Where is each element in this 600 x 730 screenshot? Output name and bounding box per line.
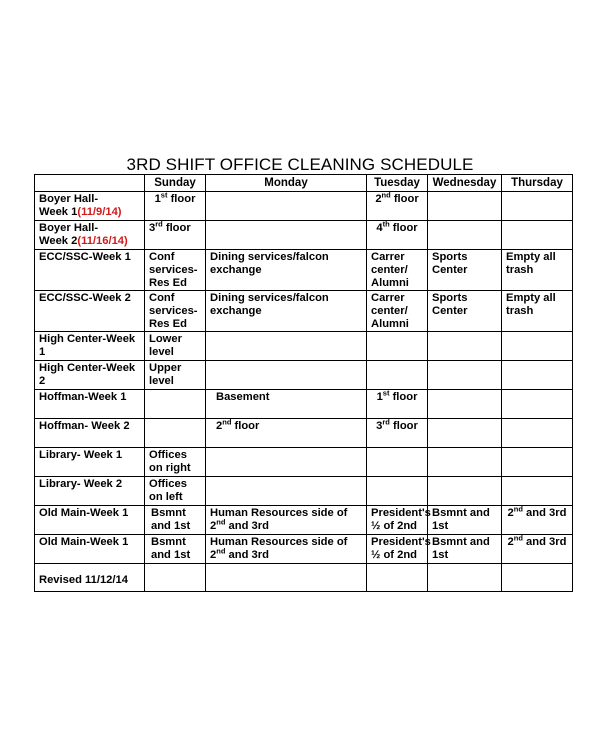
thursday-cell: 2nd and 3rd [502,506,573,535]
table-row [35,291,573,332]
header-wednesday: Wednesday [428,175,502,192]
table-row [35,419,573,448]
wednesday-cell [428,192,502,221]
tuesday-cell: President's ½ of 2nd [367,506,428,535]
schedule-table [34,174,573,592]
tuesday-cell [367,332,428,361]
location-cell: Boyer Hall- Week 1(11/9/14) [35,192,145,221]
monday-cell [206,361,367,390]
sunday-cell: Upper level [145,361,206,390]
header-tuesday: Tuesday [367,175,428,192]
wednesday-cell [428,221,502,250]
location-cell: High Center-Week 1 [35,332,145,361]
thursday-cell: Empty all trash [502,250,573,291]
location-cell: Old Main-Week 1 [35,535,145,564]
sunday-cell: Offices on right [145,448,206,477]
wednesday-cell [428,361,502,390]
tuesday-cell: 3rd floor [367,419,428,448]
tuesday-cell [367,564,428,592]
tuesday-cell: 1st floor [367,390,428,419]
header-sunday: Sunday [145,175,206,192]
tuesday-cell: 2nd floor [367,192,428,221]
monday-cell [206,477,367,506]
table-row [35,477,573,506]
location-cell: ECC/SSC-Week 1 [35,250,145,291]
monday-cell [206,221,367,250]
tuesday-cell [367,448,428,477]
sunday-cell [145,564,206,592]
location-cell: ECC/SSC-Week 2 [35,291,145,332]
sunday-cell: Offices on left [145,477,206,506]
thursday-cell [502,419,573,448]
location-cell: Library- Week 1 [35,448,145,477]
thursday-cell [502,332,573,361]
tuesday-cell [367,361,428,390]
table-row [35,361,573,390]
header-monday: Monday [206,175,367,192]
sunday-cell: Conf services-Res Ed [145,250,206,291]
thursday-cell [502,221,573,250]
thursday-cell: Empty all trash [502,291,573,332]
thursday-cell [502,564,573,592]
table-row [35,390,573,419]
header-row [35,175,573,192]
tuesday-cell: Carrer center/ Alumni [367,291,428,332]
table-row [35,250,573,291]
wednesday-cell [428,564,502,592]
monday-cell: Basement [206,390,367,419]
wednesday-cell [428,477,502,506]
tuesday-cell [367,477,428,506]
thursday-cell [502,477,573,506]
thursday-cell: 2nd and 3rd [502,535,573,564]
location-cell: Old Main-Week 1 [35,506,145,535]
table-row [35,332,573,361]
monday-cell [206,448,367,477]
table-row [35,506,573,535]
thursday-cell [502,390,573,419]
monday-cell: 2nd floor [206,419,367,448]
tuesday-cell: Carrer center/ Alumni [367,250,428,291]
monday-cell: Dining services/falcon exchange [206,250,367,291]
thursday-cell [502,192,573,221]
sunday-cell: 3rd floor [145,221,206,250]
sunday-cell [145,390,206,419]
wednesday-cell [428,419,502,448]
tuesday-cell: 4th floor [367,221,428,250]
sunday-cell [145,419,206,448]
location-cell: High Center-Week 2 [35,361,145,390]
location-cell: Library- Week 2 [35,477,145,506]
revised-note: Revised 11/12/14 [35,564,145,592]
monday-cell: Dining services/falcon exchange [206,291,367,332]
tuesday-cell: President's ½ of 2nd [367,535,428,564]
table-row [35,564,573,592]
location-cell: Boyer Hall- Week 2(11/16/14) [35,221,145,250]
sunday-cell: Bsmnt and 1st [145,506,206,535]
monday-cell: Human Resources side of 2nd and 3rd [206,506,367,535]
sunday-cell: Conf services-Res Ed [145,291,206,332]
header-thursday: Thursday [502,175,573,192]
table-row [35,221,573,250]
sunday-cell: Bsmnt and 1st [145,535,206,564]
wednesday-cell: Sports Center [428,250,502,291]
monday-cell [206,332,367,361]
thursday-cell [502,361,573,390]
monday-cell [206,192,367,221]
wednesday-cell: Bsmnt and 1st [428,535,502,564]
table-row [35,535,573,564]
wednesday-cell: Bsmnt and 1st [428,506,502,535]
monday-cell [206,564,367,592]
thursday-cell [502,448,573,477]
wednesday-cell [428,332,502,361]
page-title: 3RD SHIFT OFFICE CLEANING SCHEDULE [126,155,474,174]
location-cell: Hoffman- Week 2 [35,419,145,448]
wednesday-cell [428,390,502,419]
table-row [35,192,573,221]
sunday-cell: 1st floor [145,192,206,221]
location-cell: Hoffman-Week 1 [35,390,145,419]
monday-cell: Human Resources side of 2nd and 3rd [206,535,367,564]
table-row [35,448,573,477]
header-location [35,175,145,192]
wednesday-cell: Sports Center [428,291,502,332]
wednesday-cell [428,448,502,477]
sunday-cell: Lower level [145,332,206,361]
